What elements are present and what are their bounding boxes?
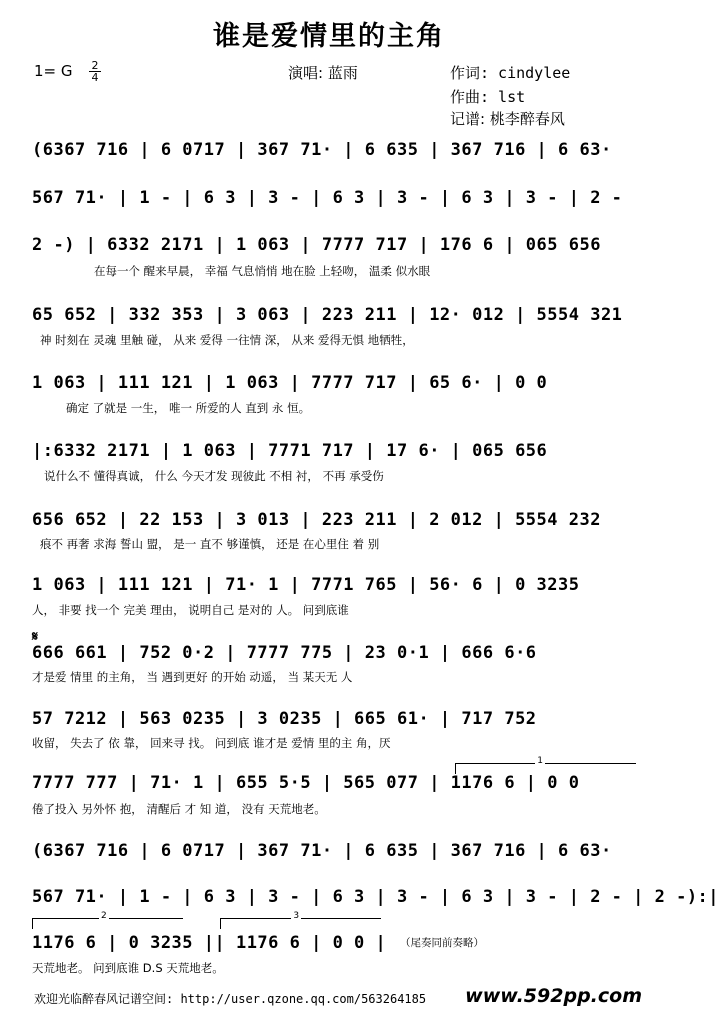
lyric-line-4: 神 时刻在 灵魂 里触 碰， 从来 爱得 一往情 深， 从来 爱得无惧 地牺牲， [40,333,414,347]
notation-line-4: 65 652 | 332 353 | 3 063 | 223 211 | 12· 012 | 5554 321 [32,305,623,325]
notation-line-8: 1 063 | 111 121 | 71· 1 | 7771 765 | 56· 6 | 0 3235 [32,575,580,595]
lyric-line-11: 倦了投入 另外怀 抱， 清醒后 才 知 道， 没有 天荒地老。 [32,802,326,816]
composer-credit: 作曲: lst [450,88,526,106]
time-signature [88,60,102,83]
notation-line-14: 1176 6 | 0 3235 || 1176 6 | 0 0 | [32,933,387,953]
footer-welcome-text: 欢迎光临醉春风记谱空间: http://user.qzone.qq.com/563264185 [34,992,427,1006]
volta-bracket-1: 1 [455,763,636,774]
lyric-line-10: 收留， 失去了 依 靠， 回来寻 找。 问到底 谁才是 爱情 里的主 角，厌 [32,736,391,750]
time-signature-top: 2 [91,59,99,72]
notation-line-5: 1 063 | 111 121 | 1 063 | 7777 717 | 65 6· | 0 0 [32,373,548,393]
lyric-line-9: 才是爱 情里 的主角， 当 遇到更好 的开始 动遥， 当 某天无 人 [32,670,353,684]
notation-line-2: 567 71· | 1 - | 6 3 | 3 - | 6 3 | 3 - | 6 3 | 3 - | 2 - [32,188,623,208]
notation-line-9: 666 661 | 752 0·2 | 7777 775 | 23 0·1 | 666 6·6 [32,643,537,663]
notation-line-10: 57 7212 | 563 0235 | 3 0235 | 665 61· | 717 752 [32,709,537,729]
notation-line-1: (6367 716 | 6 0717 | 367 71· | 6 635 | 367 716 | 6 63· [32,140,612,160]
footer-site-link[interactable]: www.592pp.com [465,985,642,1007]
transcriber-credit: 记谱: 桃李醉春风 [450,110,565,128]
key-signature: 1= G [34,62,73,80]
notation-line-3: 2 -) | 6332 2171 | 1 063 | 7777 717 | 176 6 | 065 656 [32,235,601,255]
singer-credit: 演唱: 蓝雨 [288,64,358,82]
lyric-line-6: 说什么不 懂得真诚， 什么 今天才发 现彼此 不相 衬， 不再 承受伤 [44,469,384,483]
notation-line-6: |:6332 2171 | 1 063 | 7771 717 | 17 6· | 065 656 [32,441,548,461]
lyricist-credit: 作词: cindylee [450,64,571,82]
song-title: 谁是爱情里的主角 [213,21,445,52]
notation-line-13: 567 71· | 1 - | 6 3 | 3 - | 6 3 | 3 - | 6 3 | 3 - | 2 - | 2 -):| [32,887,719,907]
lyric-line-14: 天荒地老。 问到底谁 D.S 天荒地老。 [32,961,224,975]
volta-bracket-2: 2 [32,918,183,929]
notation-line-11: 7777 777 | 71· 1 | 655 5·5 | 565 077 | 1176 6 | 0 0 [32,773,580,793]
volta-bracket-3: 3 [220,918,381,929]
ending-note: （尾奏同前奏略） [400,937,484,949]
lyric-line-7: 痕不 再奢 求海 誓山 盟， 是一 直不 够谨慎， 还是 在心里住 着 别 [40,537,380,551]
notation-line-7: 656 652 | 22 153 | 3 013 | 223 211 | 2 012 | 5554 232 [32,510,601,530]
lyric-line-3: 在每一个 醒来早晨， 幸福 气息悄悄 地在脸 上轻吻， 温柔 似水眼 [94,264,431,278]
lyric-line-8: 人， 非要 找一个 完美 理由， 说明自己 是对的 人。 问到底谁 [32,603,349,617]
time-signature-bottom: 4 [91,71,99,84]
lyric-line-5: 确定 了就是 一生， 唯一 所爱的人 直到 永 恒。 [66,401,311,415]
notation-line-12: (6367 716 | 6 0717 | 367 71· | 6 635 | 367 716 | 6 63· [32,841,612,861]
segno-sign: 𝄋 [32,629,39,645]
